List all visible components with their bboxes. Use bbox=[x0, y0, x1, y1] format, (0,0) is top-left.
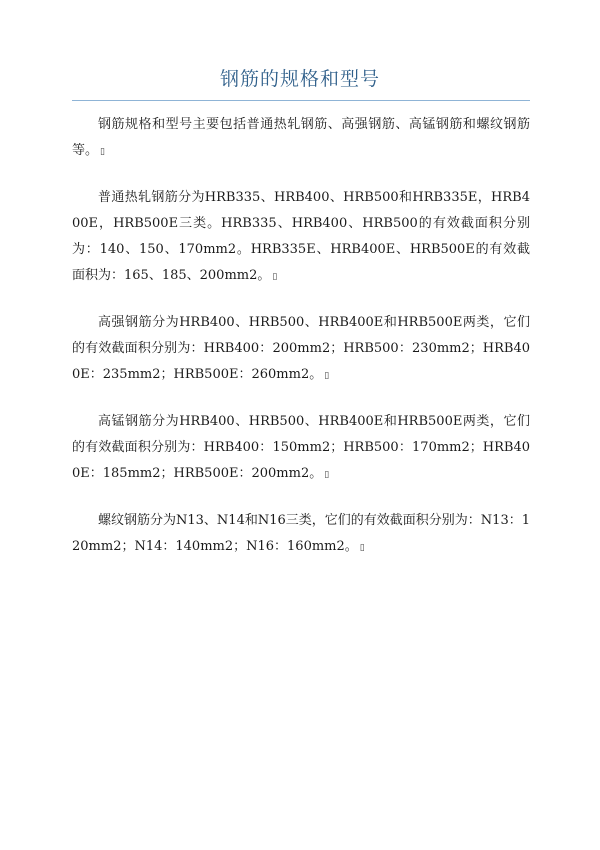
paragraph-high-manganese bbox=[72, 409, 530, 488]
paragraph-hot-rolled bbox=[72, 185, 530, 290]
paragraph-threaded bbox=[72, 508, 530, 561]
paragraph-text: 钢筋规格和型号主要包括普通热轧钢筋、高强钢筋、高锰钢筋和螺纹钢筋等。 bbox=[72, 117, 530, 158]
paragraph-mark-icon: ▯ bbox=[324, 470, 330, 480]
paragraph-text: 螺纹钢筋分为N13、N14和N16三类，它们的有效截面积分别为：N13：120mm2；N14：140mm2；N16：160mm2。 bbox=[72, 513, 530, 554]
paragraph-high-strength bbox=[72, 310, 530, 389]
paragraph-text: 普通热轧钢筋分为HRB335、HRB400、HRB500和HRB335E，HRB400E，HRB500E三类。HRB335、HRB400、HRB500的有效截面积分别为：140、150、170mm2。HRB335E、HRB400E、HRB500E的有效截面积为：165、185、200mm2。 bbox=[72, 190, 530, 283]
paragraph-text: 高锰钢筋分为HRB400、HRB500、HRB400E和HRB500E两类，它们的有效截面积分别为：HRB400：150mm2；HRB500：170mm2；HRB400E：185mm2；HRB500E：200mm2。 bbox=[72, 414, 530, 481]
paragraph-mark-icon: ▯ bbox=[359, 543, 365, 553]
title-divider bbox=[72, 100, 530, 101]
paragraph-mark-icon: ▯ bbox=[324, 371, 330, 381]
paragraph-mark-icon: ▯ bbox=[272, 272, 278, 282]
document-body bbox=[72, 112, 530, 581]
paragraph-text: 高强钢筋分为HRB400、HRB500、HRB400E和HRB500E两类，它们的有效截面积分别为：HRB400：200mm2；HRB500：230mm2；HRB400E：235mm2；HRB500E：260mm2。 bbox=[72, 315, 530, 382]
paragraph-overview bbox=[72, 112, 530, 165]
paragraph-mark-icon: ▯ bbox=[100, 147, 105, 157]
document-title: 钢筋的规格和型号 bbox=[219, 68, 380, 90]
